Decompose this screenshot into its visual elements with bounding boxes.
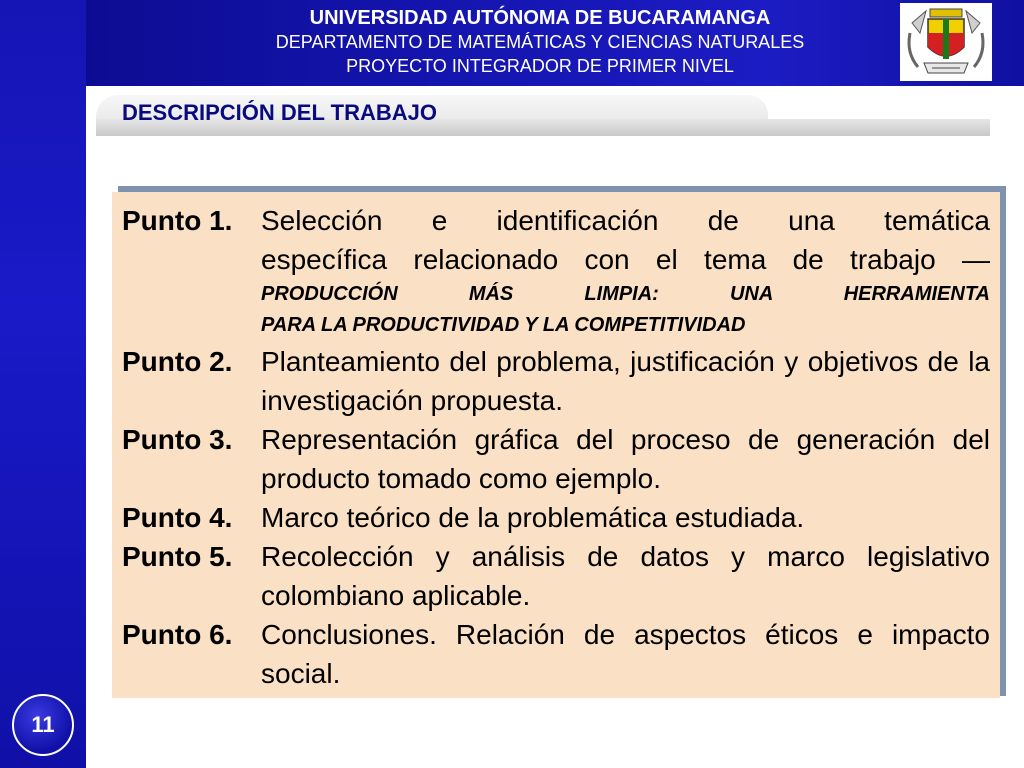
item-label: Punto 3.: [122, 424, 233, 455]
list-item-4: [122, 499, 990, 538]
list-item-1: [122, 202, 990, 341]
slide-number-badge: 11: [12, 694, 74, 756]
left-band: [0, 0, 86, 768]
item-label: Punto 1.: [122, 205, 233, 236]
item-label: Punto 6.: [122, 619, 233, 650]
item-text: [261, 202, 990, 341]
item-text: Representación gráfica del proceso de generación del producto tomado como ejemplo.: [261, 424, 990, 494]
header-text: [100, 6, 980, 78]
item-text: Marco teórico de la problemática estudiada.: [261, 502, 805, 533]
department-name: DEPARTAMENTO DE MATEMÁTICAS Y CIENCIAS NATURALES: [275, 32, 805, 52]
list-item-3: [122, 421, 990, 498]
emphasis-line: PARA LA PRODUCTIVIDAD Y LA COMPETITIVIDAD: [261, 314, 746, 336]
university-name: UNIVERSIDAD AUTÓNOMA DE BUCARAMANGA: [309, 7, 771, 29]
university-crest-icon: [900, 3, 992, 81]
item-text-line: específica relacionado con el tema de trabajo —: [261, 243, 990, 275]
list-item-5: [122, 538, 990, 615]
item-label: Punto 5.: [122, 541, 233, 572]
list-item-2: [122, 343, 990, 420]
item-text: Conclusiones. Relación de aspectos éticos e impacto social.: [261, 619, 990, 689]
item-label: Punto 2.: [122, 346, 233, 377]
item-text: Recolección y análisis de datos y marco legislativo colombiano aplicable.: [261, 541, 990, 611]
emphasis-line: PRODUCCIÓN MÁS LIMPIA: UNA HERRAMIENTA: [261, 283, 990, 305]
item-text: Planteamiento del problema, justificación y objetivos de la investigación propuesta.: [261, 346, 990, 416]
section-title: DESCRIPCIÓN DEL TRABAJO: [122, 100, 437, 125]
project-name: PROYECTO INTEGRADOR DE PRIMER NIVEL: [346, 56, 734, 76]
item-label: Punto 4.: [122, 502, 233, 533]
list-item-6: [122, 616, 990, 693]
item-text-line: Selección e identificación de una temática: [261, 205, 990, 236]
